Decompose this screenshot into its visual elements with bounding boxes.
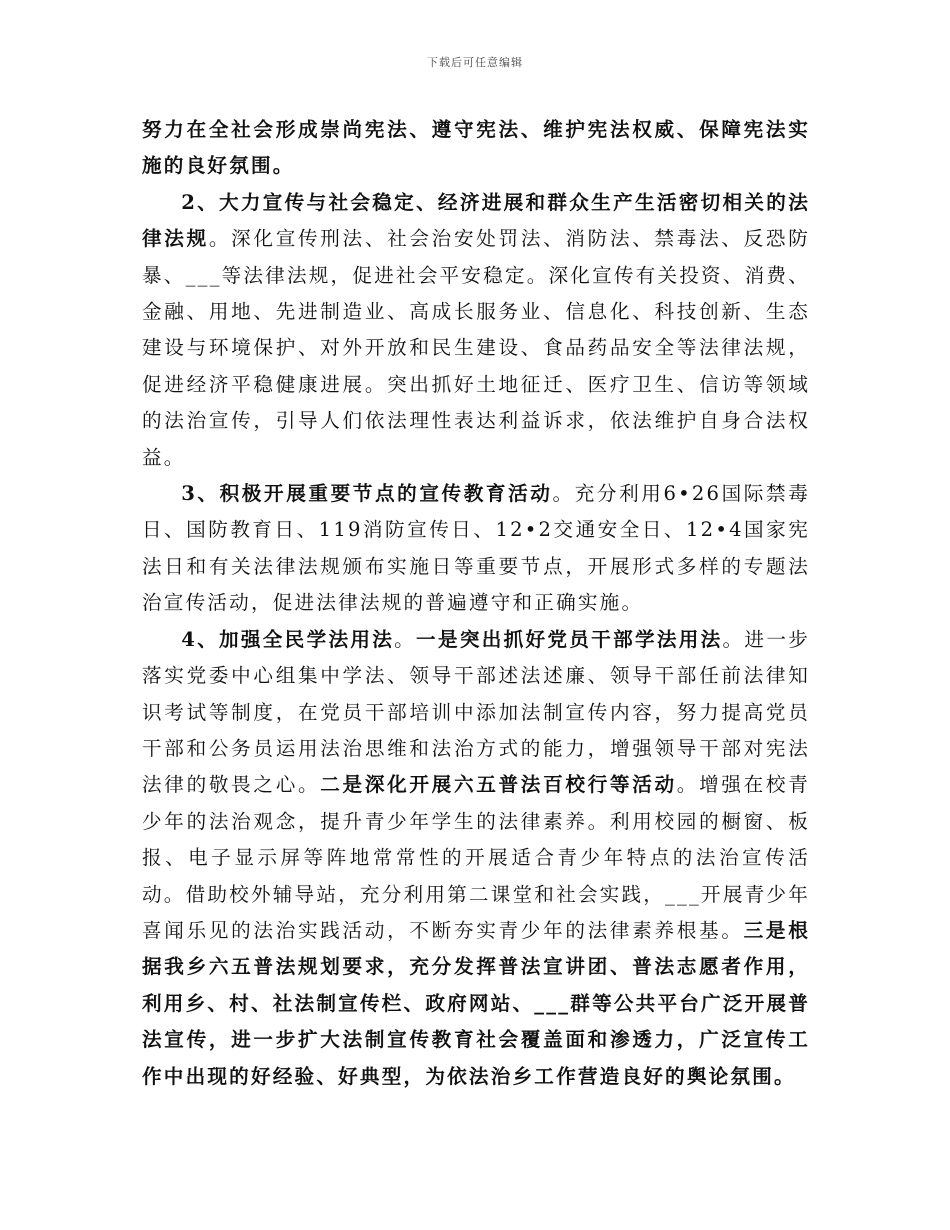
paragraph-4-punct: 。: [394, 627, 417, 651]
paragraph-1: [142, 112, 810, 185]
paragraph-4-heading: 4、加强全民学法用法: [181, 627, 395, 651]
paragraph-3-body: 。充分利用6•26国际禁毒日、国防教育日、119消防宣传日、12•2交通安全日、12•4国家宪法日和有关法律法规颁布实施日等重要节点，开展形式多样的专题法治宣传活动，促进法律法规的普遍遵守和正确实施。: [142, 482, 810, 615]
document-body: [142, 112, 810, 1095]
paragraph-4-point-1-body: 。进一步落实党委中心组集中学法、领导干部述法述廉、领导干部任前法律知识考试等制度，在党员干部培训中添加法制宣传内容，努力提高党员干部和公务员运用法治思维和法治方式的能力，增强领导干部对宪法法律的敬畏之心。: [142, 627, 810, 797]
paragraph-3: [142, 476, 810, 622]
paragraph-4-point-2-title: 二是深化开展六五普法百校行等活动: [320, 773, 677, 797]
paragraph-3-heading: 3、积极开展重要节点的宣传教育活动: [181, 482, 553, 506]
paragraph-4-point-1-title: 一是突出抓好党员干部学法用法: [416, 627, 723, 651]
paragraph-4-point-3-text: 三是根据我乡六五普法规划要求，充分发挥普法宣讲团、普法志愿者作用，利用乡、村、社法制宣传栏、政府网站、___群等公共平台广泛开展普法宣传，进一步扩大法制宣传教育社会覆盖面和渗透力，广泛宣传工作中出现的好经验、好典型，为依法治乡工作营造良好的舆论氛围。: [142, 918, 811, 1088]
paragraph-2: [142, 185, 810, 476]
paragraph-2-heading: 2、大力宣传与社会稳定、经济进展和群众生产生活密切相关的法律法规: [142, 190, 810, 251]
paragraph-4: [142, 622, 810, 1095]
paragraph-1-bold-text: 努力在全社会形成崇尚宪法、遵守宪法、维护宪法权威、保障宪法实施的良好氛围。: [142, 118, 810, 178]
paragraph-4-point-2-body: 。增强在校青少年的法治观念，提升青少年学生的法律素养。利用校园的橱窗、板报、电子显示屏等阵地常常性的开展适合青少年特点的法治宣传活动。借助校外辅导站，充分利用第二课堂和社会实践，___开展青少年喜闻乐见的法治实践活动，不断夯实青少年的法律素养根基。: [142, 773, 811, 942]
page-header: 下载后可任意编辑: [427, 56, 523, 69]
paragraph-2-body: 。深化宣传刑法、社会治安处罚法、消防法、禁毒法、反恐防暴、___等法律法规，促进社会平安稳定。深化宣传有关投资、消费、金融、用地、先进制造业、高成长服务业、信息化、科技创新、生态建设与环境保护、对外开放和民生建设、食品药品安全等法律法规，促进经济平稳健康进展。突出抓好土地征迁、医疗卫生、信访等领域的法治宣传，引导人们依法理性表达利益诉求，依法维护自身合法权益。: [142, 227, 811, 469]
